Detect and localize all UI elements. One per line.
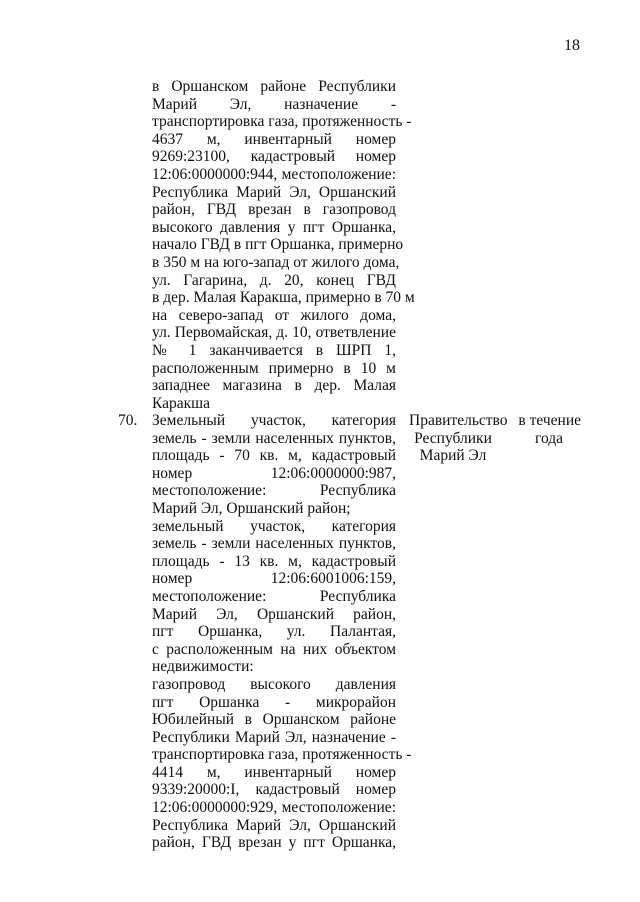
text-line: 9269:23100, кадастровый номер xyxy=(152,148,396,166)
text-line: Марий Эл, Оршанский район; xyxy=(152,499,351,517)
responsible-line: Правительство xyxy=(409,412,508,429)
execution-term xyxy=(517,412,581,447)
responsible-line: Марий Эл xyxy=(419,447,487,465)
text-line: местоположение: Республика xyxy=(152,482,396,500)
text-line: земель - земли населенных пунктов, xyxy=(152,429,396,447)
text-line: 9339:20000:I, кадастровый номер xyxy=(152,781,396,799)
text-line: 4637 м, инвентарный номер xyxy=(152,130,396,148)
responsible-line: Республики xyxy=(414,429,492,447)
responsible-executor xyxy=(409,412,508,465)
text-line: Каракша xyxy=(152,394,210,412)
text-line: Марий Эл, назначение - xyxy=(152,95,396,113)
text-line: Республики Марий Эл, назначение - xyxy=(152,728,396,746)
text-line: транспортировка газа, протяженность - xyxy=(152,113,412,131)
text-line: площадь - 13 кв. м, кадастровый xyxy=(152,552,396,570)
text-line: Земельный участок, категория xyxy=(152,412,396,429)
text-line: газопровод высокого давления xyxy=(152,675,396,693)
text-line: высокого давления у пгт Оршанка, xyxy=(152,218,396,236)
text-line: Юбилейный в Оршанском районе xyxy=(152,711,396,729)
text-line: площадь - 70 кв. м, кадастровый xyxy=(152,447,396,465)
text-line: в 350 м на юго-запад от жилого дома, xyxy=(152,253,400,271)
text-line: местоположение: Республика xyxy=(152,587,396,605)
text-line: 4414 м, инвентарный номер xyxy=(152,763,396,781)
text-line: недвижимости: xyxy=(152,658,254,676)
text-line: пгт Оршанка - микрорайон xyxy=(152,693,396,711)
text-line: расположенным примерно в 10 м xyxy=(152,359,396,377)
text-line: № 1 заканчивается в ШРП 1, xyxy=(152,341,396,359)
text-line: земель - земли населенных пунктов, xyxy=(152,535,396,553)
term-line: года xyxy=(534,429,564,447)
text-line: в Оршанском районе Республики xyxy=(152,78,396,95)
text-line: на северо-запад от жилого дома, xyxy=(152,306,396,324)
text-line: транспортировка газа, протяженность - xyxy=(152,746,412,764)
row-description xyxy=(152,412,412,852)
text-line: Республика Марий Эл, Оршанский xyxy=(152,816,396,834)
text-line: начало ГВД в пгт Оршанка, примерно xyxy=(152,236,404,254)
text-line: с расположенным на них объектом xyxy=(152,640,396,658)
term-line: в течение xyxy=(518,412,581,429)
text-line: номер 12:06:6001006:159, xyxy=(152,570,396,588)
text-line: 12:06:0000000:929, местоположение: xyxy=(152,799,396,817)
text-line: в дер. Малая Каракша, примерно в 70 м xyxy=(152,289,415,307)
text-line: Республика Марий Эл, Оршанский xyxy=(152,183,396,201)
text-line: номер 12:06:0000000:987, xyxy=(152,464,396,482)
text-line: Марий Эл, Оршанский район, xyxy=(152,605,396,623)
text-line: земельный участок, категория xyxy=(152,517,396,535)
text-line: район, ГВД врезан в газопровод xyxy=(152,201,396,219)
text-line: 12:06:0000000:944, местоположение: xyxy=(152,165,396,183)
text-line: ул. Гагарина, д. 20, конец ГВД xyxy=(152,271,396,289)
text-line: ул. Первомайская, д. 10, ответвление xyxy=(152,324,396,342)
text-line: пгт Оршанка, ул. Палантая, xyxy=(152,623,396,641)
text-line: район, ГВД врезан у пгт Оршанка, xyxy=(152,834,396,852)
continuation-description xyxy=(152,78,415,412)
page-number: 18 xyxy=(564,37,580,54)
row-number: 70. xyxy=(118,412,138,429)
text-line: западнее магазина в дер. Малая xyxy=(152,377,396,395)
